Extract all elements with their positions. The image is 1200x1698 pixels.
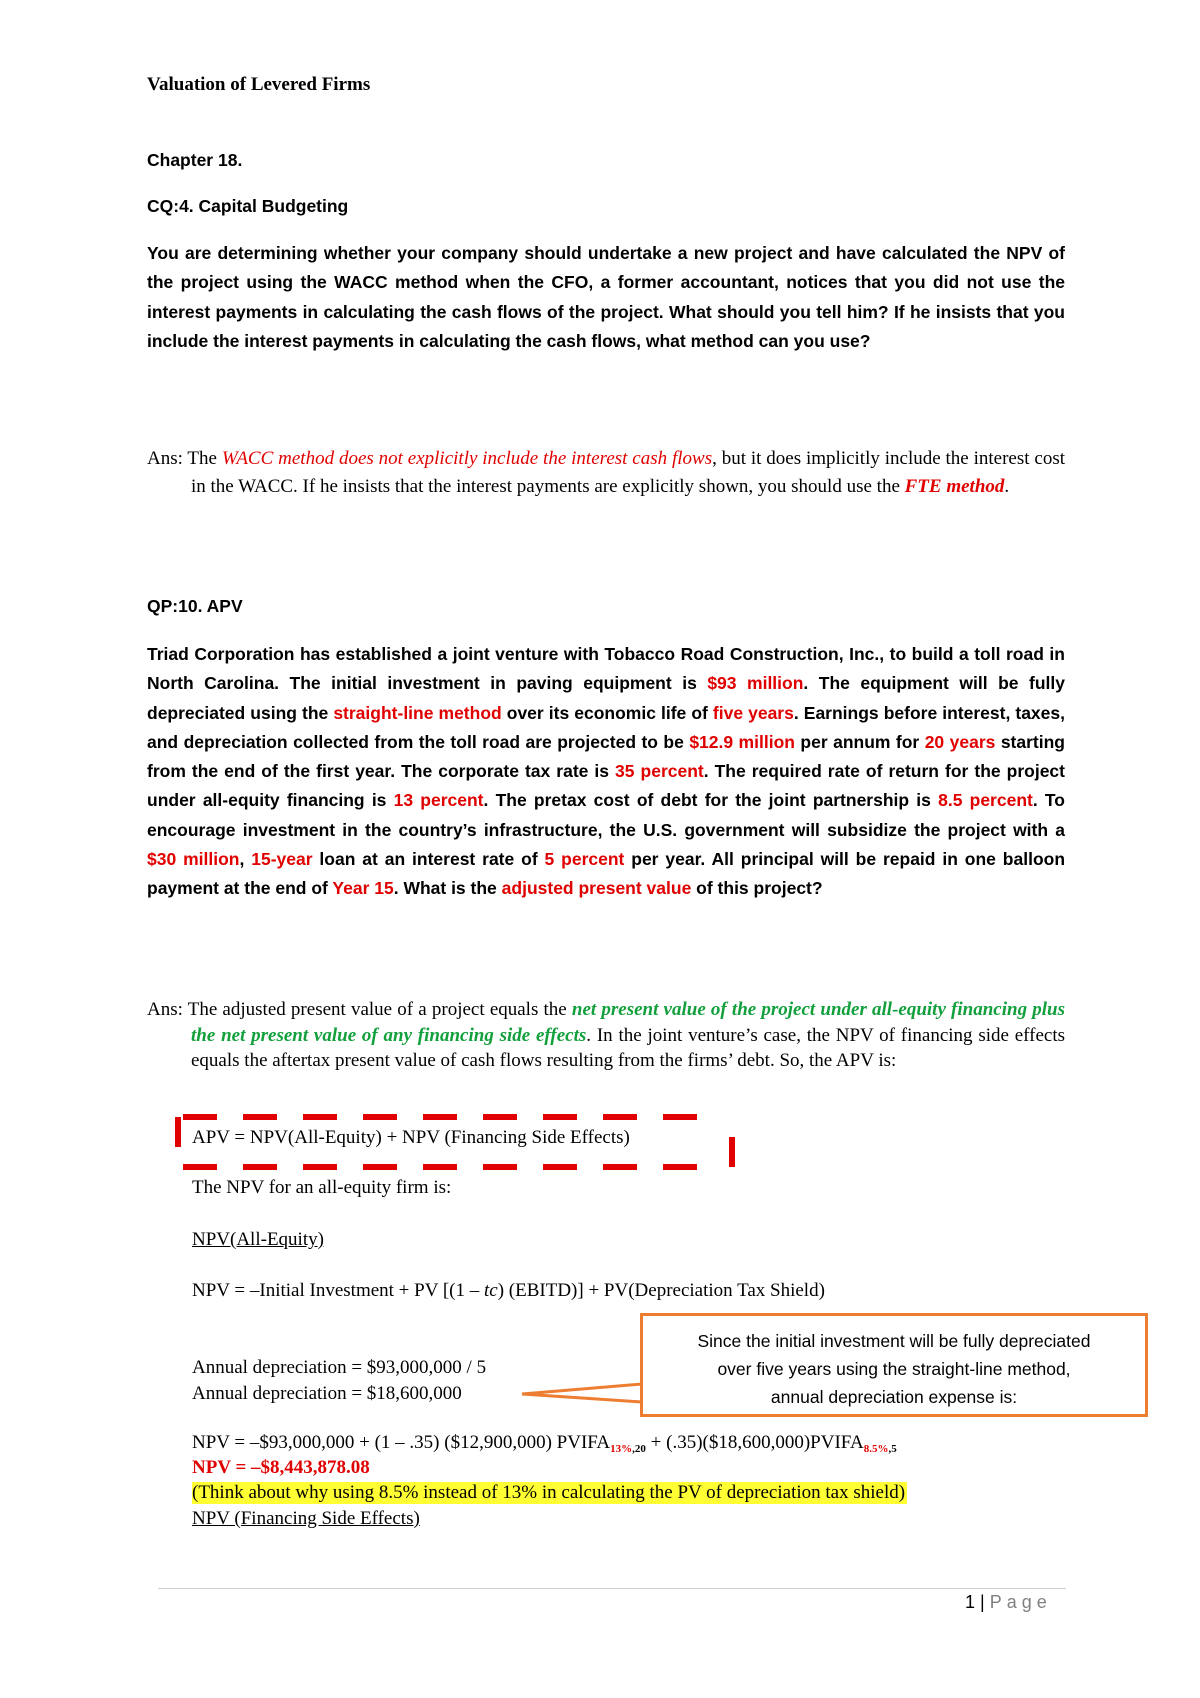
callout-pointer xyxy=(520,1380,644,1406)
npv-calc-sub1-rate: 13% xyxy=(610,1443,633,1455)
qp-question-emphasis: $30 million xyxy=(147,849,240,870)
npv-calc-sub2-rate: 8.5% xyxy=(863,1443,889,1455)
qp-question xyxy=(147,640,1065,904)
footer-divider xyxy=(158,1588,1066,1589)
qp-heading: QP:10. APV xyxy=(147,596,243,616)
page-separator: | xyxy=(980,1592,985,1612)
cq-answer-prefix: Ans: The xyxy=(147,448,222,469)
qp-question-text: . The pretax cost of debt for the joint partnership is xyxy=(483,790,939,811)
qp-question-text: . The equipment will be fully depreciated using the xyxy=(147,673,1065,723)
npv-equation-tc: tc xyxy=(484,1280,498,1301)
qp-question-text: , xyxy=(239,849,252,870)
qp-question-emphasis: 20 years xyxy=(924,731,996,752)
depreciation-line-2: Annual depreciation = $18,600,000 xyxy=(192,1383,462,1404)
page-footer xyxy=(965,1592,1052,1613)
qp-question-emphasis: 5 percent xyxy=(544,849,625,870)
qp-question-emphasis: 13 percent xyxy=(393,790,484,811)
page-label: Page xyxy=(989,1592,1052,1612)
qp-answer xyxy=(147,997,1065,1074)
qp-answer-suffix: . In the joint venture’s case, the NPV of financing side effects equals the aftertax present value of cash flows resulting from the firms’ debt. So, the APV is: xyxy=(191,1024,1065,1071)
qp-question-text: . What is the xyxy=(393,878,502,899)
depreciation-line-1: Annual depreciation = $93,000,000 / 5 xyxy=(192,1357,487,1378)
npv-equation xyxy=(192,1280,825,1302)
cq-heading: CQ:4. Capital Budgeting xyxy=(147,196,349,216)
npv-calc-subscript-2 xyxy=(864,1443,897,1455)
qp-question-emphasis: 35 percent xyxy=(615,761,704,782)
financing-side-effects-heading: NPV (Financing Side Effects) xyxy=(192,1508,420,1529)
npv-calc-part-a: NPV = –$93,000,000 + (1 – .35) ($12,900,000) PVIFA xyxy=(192,1432,611,1453)
npv-calc-sub1-periods: ,20 xyxy=(632,1443,646,1455)
qp-answer-prefix: Ans: The adjusted present value of a project equals the xyxy=(147,999,572,1020)
npv-calculation xyxy=(192,1432,897,1455)
page-number: 1 xyxy=(965,1592,976,1612)
qp-question-text: per year. All principal will be repaid in one balloon payment at the end of xyxy=(147,849,1066,899)
npv-calc-part-b: + (.35)($18,600,000)PVIFA xyxy=(645,1432,864,1453)
cq-answer-suffix: . xyxy=(1004,475,1010,497)
cq-question: You are determining whether your company should undertake a new project and have calculated the NPV of the project using the WACC method when the CFO, a former accountant, notices that you did not use the interest payments in calculating the cash flows of the project. What should you tell him? If he insists that you include the interest payments in calculating the cash flows, what method can you use? xyxy=(147,243,1065,352)
npv-intro: The NPV for an all-equity firm is: xyxy=(192,1177,452,1198)
callout-line-2: over five years using the straight-line method, xyxy=(717,1359,1071,1379)
qp-question-text: over its economic life of xyxy=(501,702,713,723)
qp-question-text: of this project? xyxy=(691,878,823,899)
qp-question-text: . The required rate of return for the project under all-equity financing is xyxy=(147,761,1065,811)
qp-question-emphasis: Year 15 xyxy=(332,878,394,899)
cq-answer-highlight-wacc: WACC method does not explicitly include the interest cash flows xyxy=(221,448,713,469)
callout-box xyxy=(640,1313,1148,1417)
qp-question-text: Triad Corporation has established a joint venture with Tobacco Road Construction, Inc., to build a toll road in North Carolina. The initial investment in paving equipment is xyxy=(147,644,1065,694)
document-title: Valuation of Levered Firms xyxy=(147,74,371,95)
npv-calc-sub2-periods: ,5 xyxy=(888,1443,897,1455)
qp-question-emphasis: straight-line method xyxy=(333,702,502,723)
callout-line-3: annual depreciation expense is: xyxy=(770,1387,1018,1407)
qp-question-emphasis: 15-year xyxy=(251,849,313,870)
callout-line-1: Since the initial investment will be fully depreciated xyxy=(697,1331,1091,1351)
npv-calc-subscript-1 xyxy=(610,1443,646,1455)
hint-highlight: (Think about why using 8.5% instead of 13% in calculating the PV of depreciation tax shield) xyxy=(192,1482,906,1503)
npv-equation-part-b: ) (EBITD)] + PV(Depreciation Tax Shield) xyxy=(497,1280,825,1301)
qp-question-text: per annum for xyxy=(794,731,925,752)
cq-answer-highlight-fte: FTE method xyxy=(904,475,1005,497)
qp-question-text: . To encourage investment in the country’s infrastructure, the U.S. government will subsidize the project with a xyxy=(147,790,1065,840)
cq-answer xyxy=(147,445,1065,500)
cq-answer-middle: , but it does implicitly include the interest cost in the WACC. If he insists that the interest payments are explicitly shown, you should use the xyxy=(191,448,1065,497)
qp-question-text: starting from the end of the first year. The corporate tax rate is xyxy=(147,731,1066,782)
npv-all-equity-heading: NPV(All-Equity) xyxy=(192,1229,324,1250)
chapter-heading: Chapter 18. xyxy=(147,150,243,170)
qp-question-text: . Earnings before interest, taxes, and depreciation collected from the toll road are projected to be xyxy=(147,702,1065,752)
qp-question-emphasis: $93 million xyxy=(707,673,804,694)
qp-question-emphasis: adjusted present value xyxy=(501,878,692,899)
npv-result: NPV = –$8,443,878.08 xyxy=(192,1457,370,1478)
qp-question-emphasis: $12.9 million xyxy=(689,731,795,752)
qp-answer-highlight: net present value of the project under all-equity financing plus the net present value of any financing side effects xyxy=(191,999,1065,1046)
npv-equation-part-a: NPV = –Initial Investment + PV [(1 – xyxy=(192,1280,484,1301)
qp-question-emphasis: 8.5 percent xyxy=(938,790,1033,811)
qp-question-text: loan at an interest rate of xyxy=(312,849,545,870)
callout-text xyxy=(643,1327,1145,1411)
qp-question-emphasis: five years xyxy=(712,702,794,723)
apv-formula: APV = NPV(All-Equity) + NPV (Financing Side Effects) xyxy=(192,1127,630,1148)
